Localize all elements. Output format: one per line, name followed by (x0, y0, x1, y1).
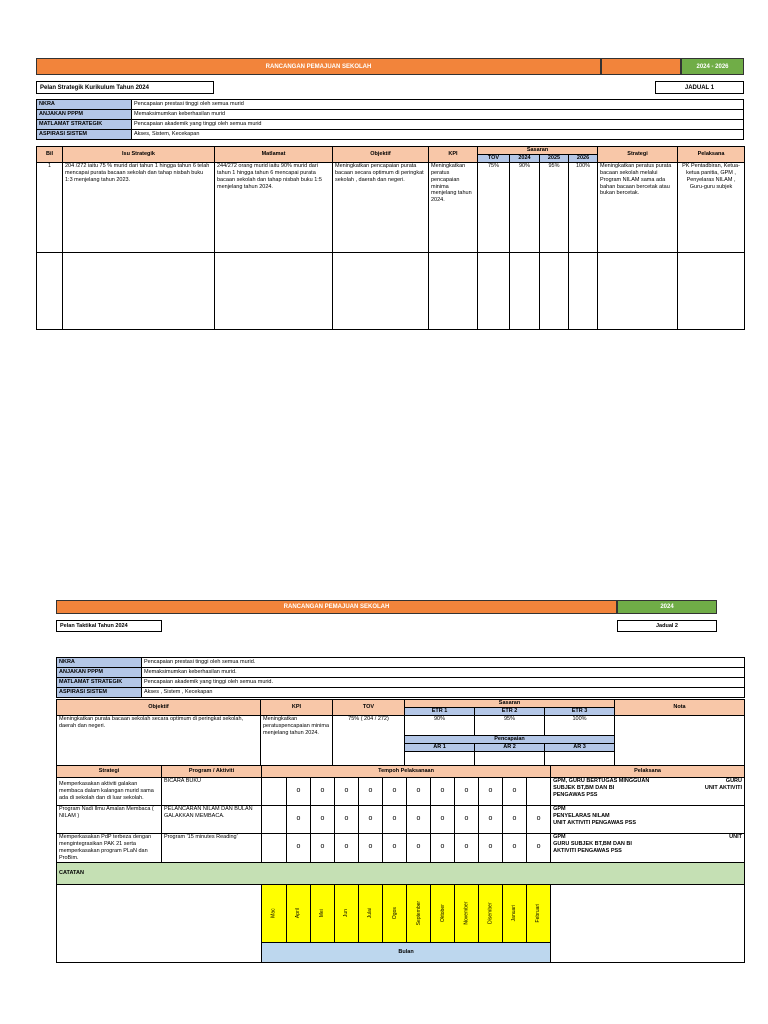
pelaksana-line: AKTIVITI PENGAWAS PSS (553, 847, 622, 854)
row-2026: 100% (569, 162, 598, 252)
month-mark: o (335, 834, 359, 863)
page1-banner: RANCANGAN PEMAJUAN SEKOLAH (36, 58, 601, 75)
month-mark: o (407, 806, 431, 834)
month-text: Ogos (391, 906, 398, 919)
nota-cell (615, 715, 745, 766)
info-value: Pencapaian prestasi tinggi oleh semua murid (132, 100, 744, 110)
strategy-cell: Program Nadi Ilmu Amalan Membaca ( NILAM ) (57, 806, 162, 834)
month-label (359, 884, 383, 942)
ar3-value (545, 751, 615, 766)
header-matlamat: Matlamat (215, 147, 333, 163)
month-mark: o (311, 806, 335, 834)
page2-year: 2024 (617, 600, 717, 614)
month-mark: o (383, 778, 407, 806)
header-nota: Nota (615, 700, 745, 716)
month-label (503, 884, 527, 942)
catatan-right-cell (551, 884, 745, 962)
month-text: Oktober (439, 903, 446, 922)
month-label (527, 884, 551, 942)
month-text: April (295, 907, 302, 918)
month-mark: o (455, 778, 479, 806)
header-ar1: AR 1 (405, 743, 475, 751)
etr3-value: 100% (545, 715, 615, 735)
month-mark: o (503, 806, 527, 834)
empty-cell (540, 252, 569, 329)
month-mark: o (335, 778, 359, 806)
month-mark: o (431, 806, 455, 834)
month-mark: o (383, 806, 407, 834)
info-value: Memaksimumkan keberhasilan murid (132, 110, 744, 120)
header-strategi: Strategi (57, 766, 162, 778)
header-pelaksana: Pelaksana (678, 147, 745, 163)
pelaksana-line: SUBJEK BT,BM DAN BI (553, 784, 615, 791)
month-mark: o (407, 834, 431, 863)
page1-banner-gap (601, 58, 681, 75)
month-text: Disember (487, 901, 494, 924)
page2-info-table (56, 657, 745, 698)
month-text: Julai (367, 907, 374, 918)
pelaksana-line: GPM (553, 806, 566, 812)
header-ar3: AR 3 (545, 743, 615, 751)
header-objektif: Objektif (333, 147, 429, 163)
info-label: NKRA (57, 658, 142, 668)
pelaksana-line: GPM (553, 834, 566, 840)
page2-plan-title: Pelan Taktikal Tahun 2024 (56, 620, 162, 632)
header-2024: 2024 (510, 155, 540, 163)
header-kpi: KPI (261, 700, 333, 716)
empty-cell (37, 252, 63, 329)
month-mark: o (359, 834, 383, 863)
empty-cell (510, 252, 540, 329)
header-tov: TOV (478, 155, 510, 163)
month-label (287, 884, 311, 942)
month-label (479, 884, 503, 942)
month-mark: o (455, 806, 479, 834)
month-text: Jun (343, 908, 350, 917)
info-label: MATLAMAT STRATEGIK (37, 120, 132, 130)
header-sasaran: Sasaran (405, 700, 615, 708)
empty-cell (678, 252, 745, 329)
month-mark: o (431, 834, 455, 863)
page2-strategy-table (56, 765, 745, 963)
month-mark: o (407, 778, 431, 806)
bulan-label: Bulan (262, 942, 551, 962)
strategy-cell: Memperkasakan aktiviti galakan membaca dalam kalangan murid sama ada di sekolah dan di luar sekolah. (57, 778, 162, 806)
header-etr1: ETR 1 (405, 707, 475, 715)
program-cell: PELANCARAN NILAM DAN BULAN GALAKKAN MEMBACA. (162, 806, 262, 834)
month-text: November (463, 901, 470, 925)
pelaksana-cell (551, 834, 745, 863)
month-mark: o (287, 806, 311, 834)
header-bil: Bil (37, 147, 63, 163)
row-tov: 75% (478, 162, 510, 252)
pelaksana-cell (551, 778, 745, 806)
catatan-cell (57, 884, 262, 962)
page2-objective-table (56, 699, 745, 767)
month-label (262, 884, 287, 942)
header-objektif: Objektif (57, 700, 261, 716)
month-mark: o (503, 778, 527, 806)
page2-jadual: Jadual 2 (617, 620, 717, 632)
catatan-bar: CATATAN (57, 862, 745, 884)
info-value: Memaksimumkan keberhasilan murid. (142, 668, 745, 678)
pelaksana-line: PENYELARAS NILAM (553, 812, 610, 819)
row-strategi: Meningkatkan peratus purata bacaan sekolah melalui Program NILAM sama ada bahan bacaan bercetak atau bukan bercetak. (598, 162, 678, 252)
pelaksana-line: GPM, GURU BERTUGAS MINGGUAN (553, 778, 650, 784)
program-cell: Program '15 minutes Reading' (162, 834, 262, 863)
pelaksana-line: GURU (725, 778, 742, 784)
pelaksana-cell (551, 806, 745, 834)
month-mark (527, 778, 551, 806)
month-mark (262, 806, 287, 834)
pelaksana-line: UNIT AKTIVITI (704, 784, 742, 791)
info-value: Pencapaian akademik yang tinggi oleh semua murid (132, 120, 744, 130)
etr2-value: 95% (475, 715, 545, 735)
kpi-text: Meningkatkan peratuspencapaian minima menjelang tahun 2024. (261, 715, 333, 766)
month-mark (262, 834, 287, 863)
month-mark: o (479, 806, 503, 834)
month-text: Februari (535, 903, 542, 922)
empty-cell (63, 252, 215, 329)
month-mark: o (479, 778, 503, 806)
ar2-value (475, 751, 545, 766)
row-kpi: Meningkatkan peratus pencapaian minima menjelang tahun 2024. (429, 162, 478, 252)
month-mark: o (287, 834, 311, 863)
info-label: ASPIRASI SISTEM (57, 688, 142, 698)
month-text: September (416, 900, 423, 925)
row-isu: 204 /272 iaitu 75 % murid dari tahun 1 hingga tahun 6 telah mencapai purata bacaan sekolah dan tahap nisbah buku 1:3 menjelang tahun 2023. (63, 162, 215, 252)
empty-cell (478, 252, 510, 329)
pelaksana-line: UNIT (729, 834, 742, 840)
month-mark: o (311, 834, 335, 863)
header-sasaran: Sasaran (478, 147, 598, 155)
month-text: Januari (511, 904, 518, 921)
header-etr2: ETR 2 (475, 707, 545, 715)
header-kpi: KPI (429, 147, 478, 163)
pelaksana-line: PENGAWAS PSS (553, 791, 598, 798)
header-2026: 2026 (569, 155, 598, 163)
month-mark: o (479, 834, 503, 863)
page1-info-table (36, 99, 744, 140)
month-label (383, 884, 407, 942)
ar1-value (405, 751, 475, 766)
month-mark (262, 778, 287, 806)
strategy-cell: Memperkasakan PdP terbeza dengan mengintegrasikan PAK 21 serta memperkasakan program PLaN dan ProBim. (57, 834, 162, 863)
header-tov: TOV (333, 700, 405, 716)
empty-cell (569, 252, 598, 329)
info-label: MATLAMAT STRATEGIK (57, 678, 142, 688)
month-text: Mei (319, 908, 326, 917)
month-mark: o (431, 778, 455, 806)
header-tempoh: Tempoh Pelaksanaan (262, 766, 551, 778)
page1-jadual: JADUAL 1 (655, 81, 744, 94)
month-mark: o (527, 834, 551, 863)
info-label: ANJAKAN PPPM (37, 110, 132, 120)
month-mark: o (455, 834, 479, 863)
objektif-text: Meningkatkan purata bacaan sekolah secara optimum di peringkat sekolah, daerah dan negeri. (57, 715, 261, 766)
row-2024: 90% (510, 162, 540, 252)
header-isu: Isu Strategik (63, 147, 215, 163)
row-pelaksana: PK Pentadbiran, Ketua-ketua panitia, GPM , Penyelaras NILAM , Guru-guru subjek (678, 162, 745, 252)
header-pencapaian: Pencapaian (405, 735, 615, 743)
etr1-value: 90% (405, 715, 475, 735)
header-pelaksana: Pelaksana (551, 766, 745, 778)
month-mark: o (383, 834, 407, 863)
info-label: ASPIRASI SISTEM (37, 130, 132, 140)
info-value: Pencapaian prestasi tinggi oleh semua murid. (142, 658, 745, 668)
header-2025: 2025 (540, 155, 569, 163)
month-mark: o (287, 778, 311, 806)
month-mark: o (311, 778, 335, 806)
page1-main-table (36, 146, 745, 330)
month-label (407, 884, 431, 942)
month-label (431, 884, 455, 942)
empty-cell (598, 252, 678, 329)
header-ar2: AR 2 (475, 743, 545, 751)
empty-cell (333, 252, 429, 329)
info-label: ANJAKAN PPPM (57, 668, 142, 678)
info-value: Akses, Sistem, Kecekapan (132, 130, 744, 140)
row-2025: 95% (540, 162, 569, 252)
month-mark: o (503, 834, 527, 863)
month-label (311, 884, 335, 942)
empty-cell (429, 252, 478, 329)
pelaksana-line: UNIT AKTIVITI PENGAWAS PSS (553, 819, 637, 826)
info-value: Akses , Sistem , Kecekapan (142, 688, 745, 698)
month-label (335, 884, 359, 942)
month-mark: o (527, 806, 551, 834)
info-label: NKRA (37, 100, 132, 110)
program-cell: BICARA BUKU (162, 778, 262, 806)
page1-plan-title: Pelan Strategik Kurikulum Tahun 2024 (36, 81, 214, 94)
row-bil: 1 (37, 162, 63, 252)
row-matlamat: 244/272 orang murid iaitu 90% murid dari tahun 1 hingga tahun 6 mencapai purata bacaan sekolah dan tahap nisbah buku 1:5 menjelang tahun 2024. (215, 162, 333, 252)
month-text: Mac (270, 907, 277, 918)
month-label (455, 884, 479, 942)
page1-years: 2024 - 2026 (681, 58, 744, 75)
header-strategi: Strategi (598, 147, 678, 163)
month-mark: o (335, 806, 359, 834)
row-objektif: Meningkatkan pencapaian purata bacaan secara optimum di peringkat sekolah , daerah dan negeri. (333, 162, 429, 252)
header-etr3: ETR 3 (545, 707, 615, 715)
tov-text: 75% ( 204 / 272) (333, 715, 405, 766)
empty-cell (215, 252, 333, 329)
month-mark: o (359, 778, 383, 806)
page2-banner: RANCANGAN PEMAJUAN SEKOLAH (56, 600, 617, 614)
month-mark: o (359, 806, 383, 834)
pelaksana-line: GURU SUBJEK BT,BM DAN BI (553, 840, 632, 847)
info-value: Pencapaian akademik yang tinggi oleh semua murid. (142, 678, 745, 688)
header-program: Program / Aktiviti (162, 766, 262, 778)
